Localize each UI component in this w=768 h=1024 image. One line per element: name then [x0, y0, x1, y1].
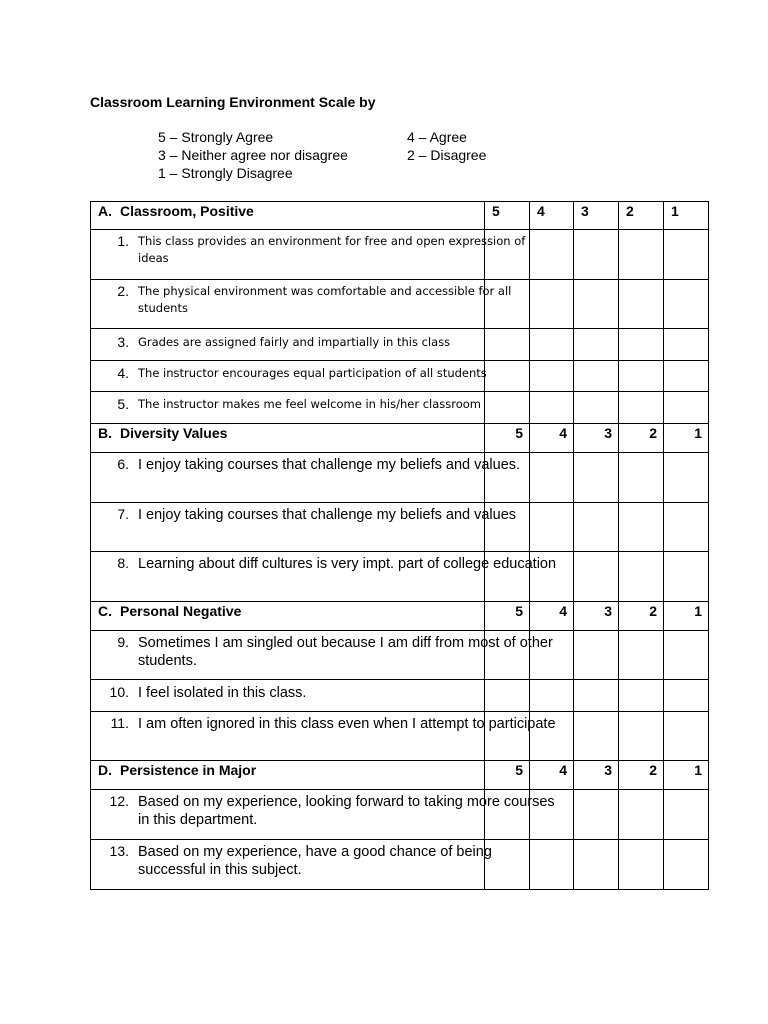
question-text: The instructor makes me feel welcome in his/her classroom — [138, 397, 482, 411]
rating-cell-1[interactable] — [664, 392, 709, 424]
rating-cell-1[interactable] — [664, 680, 709, 712]
rating-cell-2[interactable] — [619, 392, 664, 424]
question-number: 11. — [110, 715, 129, 731]
question-number: 9. — [117, 634, 129, 650]
question-number: 13. — [109, 843, 129, 859]
rating-header-2: 2 — [619, 202, 664, 230]
question-row — [91, 840, 709, 890]
rating-cell-2[interactable] — [619, 503, 664, 552]
section-title — [91, 602, 484, 619]
question-number: 10. — [109, 684, 129, 700]
rating-header-5: 5 — [485, 202, 530, 230]
rating-cell-3[interactable] — [574, 840, 619, 890]
question-row — [91, 392, 709, 424]
rating-cell-3[interactable] — [574, 361, 619, 392]
question-row — [91, 230, 709, 280]
question-cell — [91, 230, 526, 280]
question-number: 4. — [117, 365, 129, 381]
question-row — [91, 680, 709, 712]
section-title — [91, 424, 484, 441]
question-cell — [91, 712, 556, 761]
question-number: 12. — [109, 793, 129, 809]
section-letter: C. — [98, 603, 112, 619]
rating-cell-1[interactable] — [664, 230, 709, 280]
section-name: Diversity Values — [120, 425, 228, 441]
rating-cell-2[interactable] — [619, 712, 664, 761]
question-number: 7. — [117, 506, 129, 522]
question-number: 3. — [117, 334, 129, 350]
rating-cell-3[interactable] — [574, 453, 619, 503]
document-title: Classroom Learning Environment Scale by — [90, 94, 376, 110]
question-text: The physical environment was comfortable and accessible for all students — [138, 284, 512, 315]
question-number: 2. — [117, 283, 129, 299]
rating-header-4: 4 — [530, 761, 574, 790]
legend-agree: 4 – Agree — [407, 129, 467, 145]
rating-header-5: 5 — [485, 761, 530, 790]
question-row — [91, 631, 709, 680]
question-text: Based on my experience, have a good chance of being successful in this subject. — [138, 844, 492, 878]
section-header-row — [91, 761, 709, 790]
question-text: Grades are assigned fairly and impartially in this class — [138, 335, 451, 349]
question-cell — [91, 631, 553, 680]
rating-cell-1[interactable] — [664, 631, 709, 680]
rating-header-5: 5 — [485, 602, 530, 631]
section-name: Classroom, Positive — [120, 203, 254, 219]
question-row — [91, 361, 709, 392]
question-text: I enjoy taking courses that challenge my beliefs and values — [138, 507, 517, 523]
rating-cell-3[interactable] — [574, 680, 619, 712]
question-number: 6. — [117, 456, 129, 472]
rating-cell-3[interactable] — [574, 503, 619, 552]
question-cell — [91, 361, 485, 392]
question-row — [91, 453, 709, 503]
rating-header-1: 1 — [664, 761, 709, 790]
question-text: Sometimes I am singled out because I am diff from most of other students. — [138, 635, 553, 669]
rating-header-3: 3 — [574, 602, 619, 631]
section-header — [91, 602, 485, 631]
rating-cell-2[interactable] — [619, 552, 664, 602]
rating-cell-2[interactable] — [619, 280, 664, 329]
section-letter: A. — [98, 203, 112, 219]
question-number: 5. — [117, 396, 129, 412]
question-row — [91, 712, 709, 761]
rating-cell-1[interactable] — [664, 552, 709, 602]
rating-cell-2[interactable] — [619, 361, 664, 392]
rating-cell-1[interactable] — [664, 790, 709, 840]
section-letter: D. — [98, 762, 112, 778]
rating-cell-2[interactable] — [619, 680, 664, 712]
rating-header-1: 1 — [664, 202, 709, 230]
rating-cell-2[interactable] — [619, 329, 664, 361]
rating-header-4: 4 — [530, 202, 574, 230]
rating-cell-1[interactable] — [664, 453, 709, 503]
rating-header-5: 5 — [485, 424, 530, 453]
section-header-row — [91, 602, 709, 631]
rating-cell-2[interactable] — [619, 453, 664, 503]
rating-header-2: 2 — [619, 424, 664, 453]
rating-header-3: 3 — [574, 202, 619, 230]
rating-header-4: 4 — [530, 602, 574, 631]
question-text: Based on my experience, looking forward to taking more courses in this department. — [138, 794, 555, 828]
rating-cell-1[interactable] — [664, 840, 709, 890]
question-cell — [91, 280, 512, 329]
question-text: I am often ignored in this class even when I attempt to participate — [138, 716, 556, 732]
question-text: Learning about diff cultures is very impt. part of college education — [138, 556, 557, 572]
question-text: I enjoy taking courses that challenge my beliefs and values. — [138, 457, 521, 473]
section-header-row — [91, 424, 709, 453]
rating-cell-1[interactable] — [664, 361, 709, 392]
rating-scale-body — [91, 202, 709, 890]
section-title — [91, 761, 484, 778]
question-cell — [91, 790, 555, 840]
rating-header-1: 1 — [664, 424, 709, 453]
rating-cell-3[interactable] — [574, 552, 619, 602]
question-cell — [91, 392, 485, 424]
question-cell — [91, 503, 517, 552]
rating-cell-2[interactable] — [619, 840, 664, 890]
question-row — [91, 503, 709, 552]
section-header-row — [91, 202, 709, 230]
question-row — [91, 552, 709, 602]
question-cell — [91, 680, 485, 712]
section-letter: B. — [98, 425, 112, 441]
question-number: 8. — [117, 555, 129, 571]
section-title — [91, 202, 484, 219]
section-name: Persistence in Major — [120, 762, 257, 778]
rating-cell-3[interactable] — [574, 790, 619, 840]
section-header — [91, 761, 485, 790]
question-cell — [91, 453, 521, 503]
rating-cell-3[interactable] — [574, 631, 619, 680]
rating-cell-3[interactable] — [574, 230, 619, 280]
rating-header-1: 1 — [664, 602, 709, 631]
rating-cell-1[interactable] — [664, 503, 709, 552]
question-cell — [91, 840, 492, 890]
question-text: I feel isolated in this class. — [138, 685, 307, 701]
legend-strongly-disagree: 1 – Strongly Disagree — [158, 165, 293, 181]
rating-cell-1[interactable] — [664, 280, 709, 329]
section-header — [91, 202, 485, 230]
rating-cell-1[interactable] — [664, 712, 709, 761]
rating-cell-3[interactable] — [574, 392, 619, 424]
legend-strongly-agree: 5 – Strongly Agree — [158, 129, 274, 145]
question-text: The instructor encourages equal participation of all students — [138, 366, 487, 380]
rating-header-3: 3 — [574, 424, 619, 453]
rating-cell-2[interactable] — [619, 631, 664, 680]
legend-neither: 3 – Neither agree nor disagree — [158, 147, 348, 163]
rating-cell-3[interactable] — [574, 712, 619, 761]
rating-header-2: 2 — [619, 761, 664, 790]
question-number: 1. — [117, 233, 129, 249]
legend-disagree: 2 – Disagree — [407, 147, 487, 163]
rating-cell-3[interactable] — [574, 329, 619, 361]
rating-cell-2[interactable] — [619, 230, 664, 280]
question-row — [91, 280, 709, 329]
rating-header-3: 3 — [574, 761, 619, 790]
rating-cell-2[interactable] — [619, 790, 664, 840]
section-header — [91, 424, 485, 453]
question-cell — [91, 552, 557, 602]
section-name: Personal Negative — [120, 603, 242, 619]
rating-cell-3[interactable] — [574, 280, 619, 329]
question-row — [91, 790, 709, 840]
rating-header-2: 2 — [619, 602, 664, 631]
rating-header-4: 4 — [530, 424, 574, 453]
rating-cell-1[interactable] — [664, 329, 709, 361]
question-cell — [91, 329, 485, 361]
rating-scale-table — [90, 201, 709, 890]
question-row — [91, 329, 709, 361]
question-text: This class provides an environment for free and open expression of ideas — [138, 234, 526, 265]
